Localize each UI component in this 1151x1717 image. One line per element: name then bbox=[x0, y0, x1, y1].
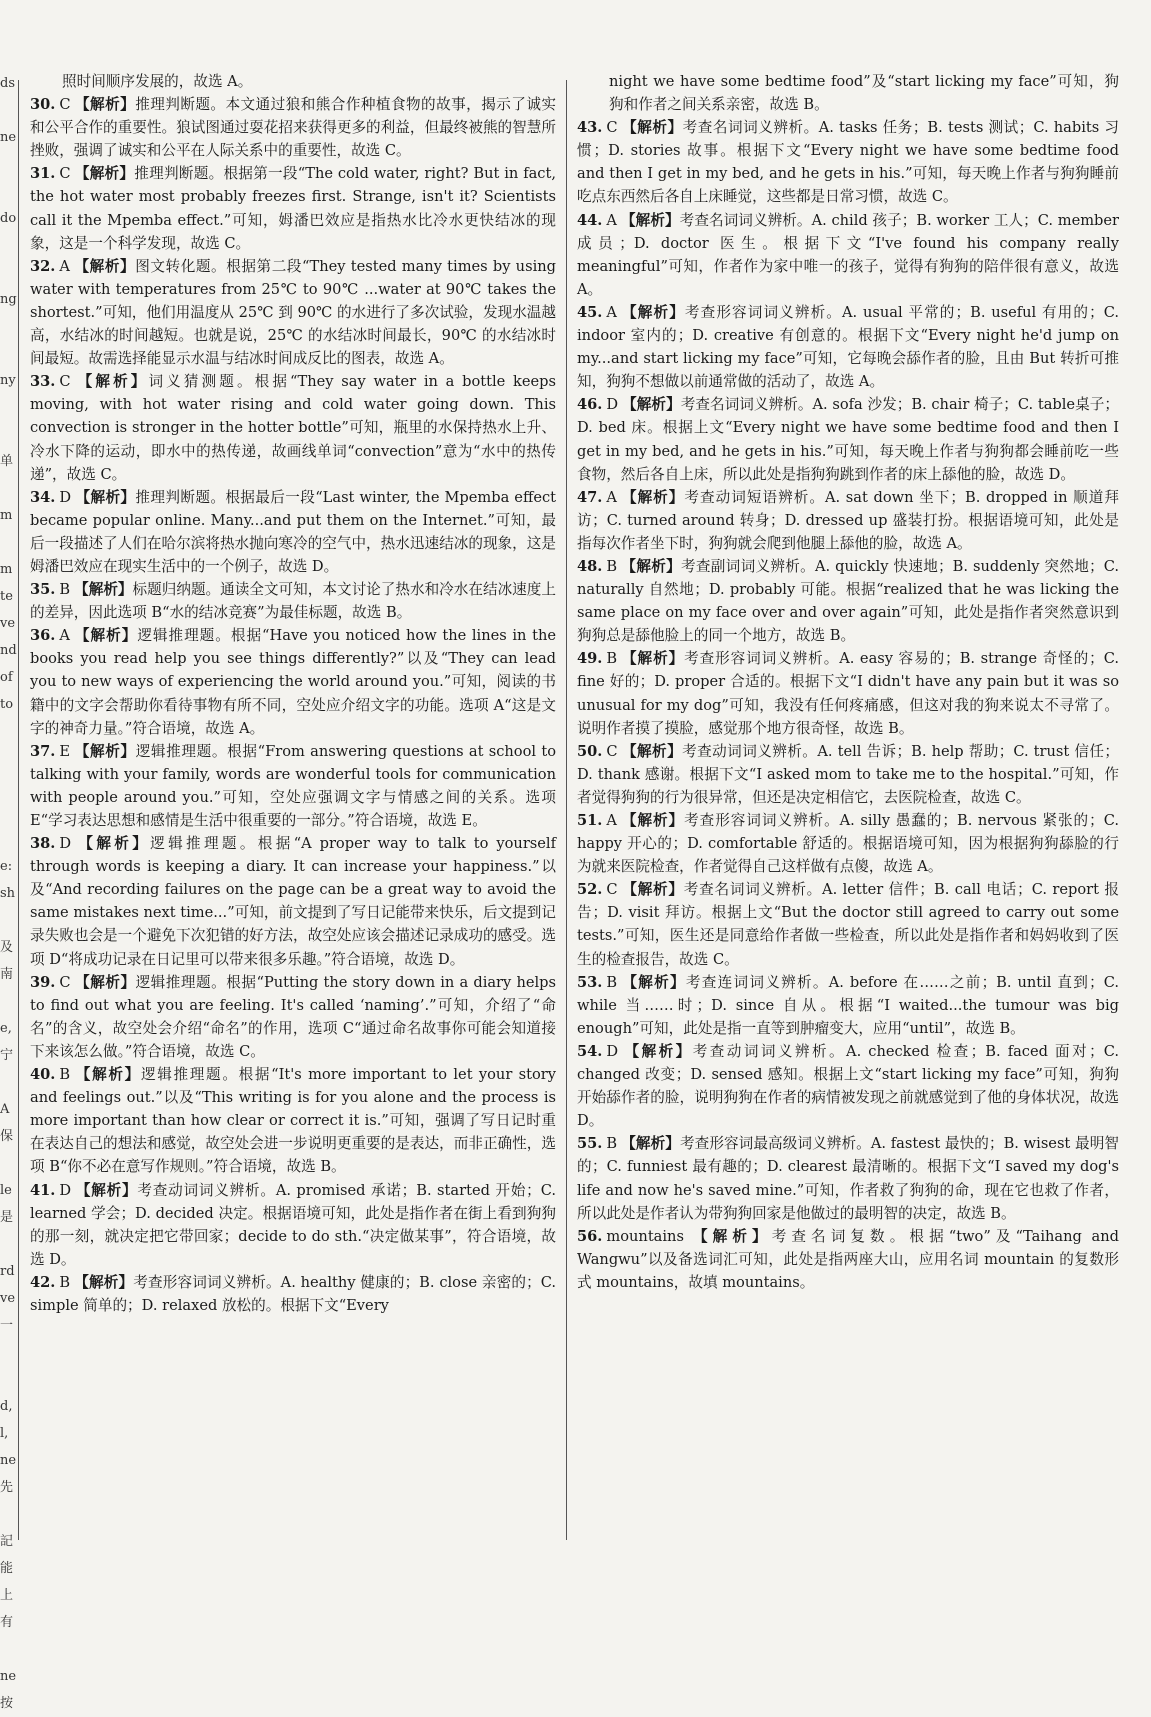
answer-entry bbox=[577, 971, 1119, 1040]
analysis-tag: 【解析】 bbox=[75, 835, 151, 853]
margin-fragment: ve bbox=[0, 1291, 16, 1306]
question-number: 48. bbox=[577, 557, 603, 575]
question-number: 55. bbox=[577, 1135, 603, 1153]
margin-fragment: 有 bbox=[0, 1615, 14, 1630]
margin-fragment: 单 bbox=[0, 454, 14, 469]
margin-fragment: ve bbox=[0, 616, 16, 631]
margin-fragment: ng bbox=[0, 292, 17, 307]
answer-choice: B bbox=[606, 1135, 618, 1153]
explanation-text: 图文转化题。根据第二段“They tested many times by using water with temperatures from 25℃ to 90℃ ...water at 90℃ takes the shortest.”可知，他们用温度从 25℃ 到 90℃ 的水进行了多次试验，发现水温越高，水结冰的时间越短。也就是说，25℃ 的水结冰时间最长，90℃ 的水结冰时间最短。故需选择能显示水温与结冰时间成反比的图表，故选 A。 bbox=[30, 257, 556, 368]
explanation-text: 考查形容词词义辨析。A. easy 容易的；B. strange 奇怪的；C. fine 好的；D. proper 合适的。根据下文“I didn't have any pain but it was so unusual for my dog”可知，我没有任何疼痛感，但这对我的狗来说太不寻常了。说明作者摸了摸脸，感觉那个地方很奇怪，故选 B。 bbox=[577, 650, 1119, 737]
explanation-text: 逻辑推理题。根据“Have you noticed how the lines in the books you read help you see things differently?”以及“They can lead you to new ways of experiencing the world around you.”可知，阅读的书籍中的文字会帮助你看待事物有所不同，空处应介绍文字的功能。选项 A“这是文字的神奇力量。”符合语境，故选 A。 bbox=[30, 627, 556, 737]
explanation-text: 考查形容词词义辨析。A. silly 愚蠢的；B. nervous 紧张的；C. happy 开心的；D. comfortable 舒适的。根据语境可知，因为根据狗狗舔脸的行为就来医院检查，作者觉得自己这样做有点傻，故选 A。 bbox=[577, 812, 1119, 876]
answer-choice: C bbox=[606, 742, 618, 760]
margin-fragment bbox=[0, 1366, 16, 1393]
question-number: 47. bbox=[577, 488, 603, 506]
margin-fragment bbox=[0, 718, 16, 745]
margin-fragment: nd bbox=[0, 643, 17, 658]
question-number: 32. bbox=[30, 257, 56, 275]
answer-choice: D bbox=[59, 835, 72, 853]
continuation-text: night we have some bedtime food”及“start licking my face”可知，狗狗和作者之间关系亲密，故选 B。 bbox=[609, 73, 1119, 114]
answer-entry bbox=[577, 116, 1119, 208]
margin-fragment bbox=[0, 259, 16, 286]
continuation-text: 照时间顺序发展的，故选 A。 bbox=[62, 73, 253, 90]
answer-entry bbox=[577, 1225, 1119, 1294]
question-number: 49. bbox=[577, 650, 603, 668]
margin-fragment bbox=[0, 421, 16, 448]
answer-choice: D bbox=[606, 396, 619, 414]
margin-fragment: ny bbox=[0, 373, 16, 388]
answer-choice: A bbox=[59, 257, 70, 275]
margin-fragment bbox=[0, 475, 16, 502]
question-number: 30. bbox=[30, 96, 56, 114]
analysis-tag: 【解析】 bbox=[620, 488, 685, 506]
answer-choice: A bbox=[606, 812, 617, 829]
answer-entry bbox=[577, 301, 1119, 393]
explanation-text: 考查动词词义辨析。A. tell 告诉；B. help 帮助；C. trust 信任；D. thank 感谢。根据下文“I asked mom to take me to the hospital.”可知，作者觉得狗狗的行为很异常，但还是决定相信它，去医院检查，故选 C。 bbox=[577, 742, 1119, 806]
explanation-text: 考查形容词词义辨析。A. healthy 健康的；B. close 亲密的；C. simple 简单的；D. relaxed 放松的。根据下文“Every bbox=[30, 1273, 556, 1314]
margin-fragment bbox=[0, 1231, 16, 1258]
margin-fragment: m bbox=[0, 508, 13, 523]
margin-fragment: to bbox=[0, 697, 14, 712]
question-number: 53. bbox=[577, 973, 603, 991]
answer-entry bbox=[577, 1132, 1119, 1224]
question-number: 46. bbox=[577, 396, 603, 414]
analysis-tag: 【解析】 bbox=[620, 303, 685, 321]
right-column bbox=[577, 70, 1119, 1294]
analysis-tag: 【解析】 bbox=[621, 881, 684, 899]
margin-fragment bbox=[0, 529, 16, 556]
margin-fragment: ne bbox=[0, 1453, 17, 1468]
margin-fragment bbox=[0, 826, 16, 853]
explanation-text: 考查名词复数。根据“two”及“Taihang and Wangwu”以及备选词汇可知，此处是指两座大山，应用名词 mountain 的复数形式 mountains，故填 mountains。 bbox=[577, 1227, 1119, 1291]
margin-fragment bbox=[0, 232, 16, 259]
question-number: 37. bbox=[30, 742, 56, 760]
margin-fragment bbox=[0, 799, 16, 826]
analysis-tag: 【解析】 bbox=[621, 1135, 680, 1153]
explanation-text: 考查动词词义辨析。A. promised 承诺；B. started 开始；C. learned 学会；D. decided 决定。根据语境可知，此处是指作者在街上看到狗狗的那一刻，就决定把它带回家；decide to do sth.“决定做某事”，符合语境，故选 D。 bbox=[30, 1181, 556, 1268]
analysis-tag: 【解析】 bbox=[621, 742, 683, 760]
answer-entry bbox=[577, 647, 1119, 739]
margin-fragment: sh bbox=[0, 886, 16, 901]
margin-fragment: 一 bbox=[0, 1318, 14, 1333]
explanation-text: 逻辑推理题。根据“A proper way to talk to yourself through words is keeping a diary. It can increase your happiness.”以及“And recording failures on the page can be a great way to avoid the same mistakes next time...”可知，前文提到了写日记能带来快乐，后文提到记录失败也会是一个避免下次犯错的好方法，故空处应该会描述记录成功的感受。选项 D“将成功记录在日记里可以带来很多乐趣。”符合语境，故选 D。 bbox=[30, 835, 556, 968]
margin-fragment: 能 bbox=[0, 1561, 14, 1576]
answer-entry bbox=[30, 832, 556, 971]
explanation-text: 考查形容词最高级词义辨析。A. fastest 最快的；B. wisest 最明智的；C. funniest 最有趣的；D. clearest 最清晰的。根据下文“I saved my dog's life and now he's saved mine.”可知，作者救了狗狗的命，现在它也救了作者，所以此处是作者认为带狗狗回家是他做过的最明智的决定，故选 B。 bbox=[577, 1135, 1119, 1222]
analysis-tag: 【解析】 bbox=[620, 211, 680, 229]
analysis-tag: 【解析】 bbox=[74, 1273, 134, 1291]
margin-fragment bbox=[0, 151, 16, 178]
answer-list bbox=[577, 116, 1119, 1294]
question-number: 52. bbox=[577, 881, 603, 899]
answer-choice: A bbox=[606, 303, 617, 321]
explanation-text: 考查名词词义辨析。A. tasks 任务；B. tests 测试；C. habits 习惯；D. stories 故事。根据下文“Every night we have some bedtime food and then I get in my bed, and he gets in his.”可知，每天晚上作者与狗狗睡前吃点东西然后各自上床睡觉，这些都是日常习惯，故选 C。 bbox=[577, 119, 1119, 206]
answer-choice: C bbox=[59, 973, 71, 991]
analysis-tag: 【解析】 bbox=[74, 973, 136, 991]
column-divider bbox=[566, 80, 567, 1540]
analysis-tag: 【解析】 bbox=[621, 650, 685, 668]
explanation-text: 考查名词词义辨析。A. sofa 沙发；B. chair 椅子；C. table桌子；D. bed 床。根据上文“Every night we have some bedtime food and then I get in my bed, and he gets in his.”可知，每天晚上作者与狗狗都会睡前吃一些食物，然后各自上床，所以此处是指狗狗跳到作者的床上舔他的脸，故选 D。 bbox=[577, 396, 1119, 483]
margin-fragment: 先 bbox=[0, 1480, 14, 1495]
answer-choice: A bbox=[606, 488, 617, 506]
margin-fragment: 保 bbox=[0, 1129, 14, 1144]
answer-choice: B bbox=[59, 1066, 71, 1084]
margin-fragment: m bbox=[0, 562, 13, 577]
question-number: 45. bbox=[577, 303, 603, 321]
analysis-tag: 【解析】 bbox=[75, 488, 136, 506]
answer-choice: B bbox=[59, 581, 71, 599]
answer-entry bbox=[577, 740, 1119, 809]
analysis-tag: 【解析】 bbox=[75, 1181, 138, 1199]
margin-fragment: 是 bbox=[0, 1210, 14, 1225]
margin-fragment: 宁 bbox=[0, 1048, 14, 1063]
answer-choice: C bbox=[59, 373, 71, 391]
analysis-tag: 【解析】 bbox=[74, 373, 149, 391]
explanation-text: 考查连词词义辨析。A. before 在……之前；B. until 直到；C. while 当……时；D. since 自从。根据“I waited...the tumour was big enough”可知，此处是指一直等到肿瘤变大，应用“until”，故选 B。 bbox=[577, 973, 1119, 1037]
explanation-text: 考查名词词义辨析。A. letter 信件；B. call 电话；C. report 报告；D. visit 拜访。根据上文“But the doctor still agreed to carry out some tests.”可知，医生还是同意给作者做一些检查，所以此处是指作者和妈妈收到了医生的检查报告，故选 C。 bbox=[577, 881, 1119, 968]
answer-entry bbox=[30, 1179, 556, 1271]
margin-fragment bbox=[0, 97, 16, 124]
margin-fragment bbox=[0, 1501, 16, 1528]
analysis-tag: 【解析】 bbox=[621, 557, 681, 575]
answer-entry bbox=[30, 93, 556, 162]
answer-entry bbox=[30, 578, 556, 624]
margin-fragment bbox=[0, 772, 16, 799]
answer-entry bbox=[30, 255, 556, 370]
answer-choice: D bbox=[59, 1181, 72, 1199]
margin-fragment: e, bbox=[0, 1021, 12, 1036]
analysis-tag: 【解析】 bbox=[74, 165, 135, 183]
question-number: 42. bbox=[30, 1273, 56, 1291]
question-number: 56. bbox=[577, 1227, 603, 1245]
margin-fragment: te bbox=[0, 589, 13, 604]
explanation-text: 逻辑推理题。根据“It's more important to let your story and feelings out.”以及“This writing is for you alone and the process is more important than how clear or correct it is.”可知，强调了写日记时重在表达自己的想法和感觉，故空处会进一步说明更重要的是表达，而非正确性，选项 B“你不必在意写作规则。”符合语境，故选 B。 bbox=[30, 1066, 556, 1176]
margin-fragment bbox=[0, 1069, 16, 1096]
answer-choice: C bbox=[606, 119, 618, 137]
margin-fragment bbox=[0, 907, 16, 934]
question-number: 39. bbox=[30, 973, 56, 991]
question-number: 44. bbox=[577, 211, 603, 229]
answer-entry bbox=[30, 1063, 556, 1178]
answer-entry bbox=[30, 624, 556, 739]
left-margin-fragments bbox=[0, 70, 17, 1711]
answer-choice: B bbox=[59, 1273, 71, 1291]
explanation-text: 考查副词词义辨析。A. quickly 快速地；B. suddenly 突然地；C. naturally 自然地；D. probably 可能。根据“realized that he was licking the same place on my face over and over again”可知，此处是指作者突然意识到狗狗总是舔他脸上的同一个地方，故选 B。 bbox=[577, 557, 1119, 645]
answer-choice: D bbox=[606, 1042, 619, 1060]
answer-choice: A bbox=[606, 211, 617, 229]
answer-choice: B bbox=[606, 557, 618, 575]
explanation-text: 词义猜测题。根据“They say water in a bottle keeps moving, with hot water rising and cold water going down. This convection is stronger in the hotter bottle”可知，瓶里的水保持热水上升、冷水下降的运动，即水中的热传递，故画线单词“convection”意为“水中的热传递”，故选 C。 bbox=[30, 373, 556, 483]
analysis-tag: 【解析】 bbox=[621, 119, 683, 137]
margin-fragment bbox=[0, 1339, 16, 1366]
question-number: 51. bbox=[577, 812, 603, 829]
explanation-text: 推理判断题。根据最后一段“Last winter, the Mpemba effect became popular online. Many...and put them on the Internet.”可知，最后一段描述了人们在哈尔滨将热水抛向寒冷的空气中，热水迅速结冰的现象，这是姆潘巴效应在现实生活中的一个例子，故选 D。 bbox=[30, 488, 556, 575]
margin-fragment bbox=[0, 988, 16, 1015]
answer-choice: E bbox=[59, 742, 71, 760]
answer-choice: C bbox=[606, 881, 618, 899]
margin-fragment: rd bbox=[0, 1264, 15, 1279]
answer-choice: C bbox=[59, 96, 71, 114]
margin-fragment bbox=[0, 394, 16, 421]
answer-entry bbox=[30, 740, 556, 832]
answer-choice: mountains bbox=[606, 1227, 684, 1245]
analysis-tag: 【解析】 bbox=[73, 257, 136, 275]
analysis-tag: 【解析】 bbox=[622, 396, 681, 414]
question-number: 33. bbox=[30, 373, 56, 391]
answer-choice: D bbox=[59, 488, 72, 506]
margin-fragment: 上 bbox=[0, 1588, 14, 1603]
question-number: 40. bbox=[30, 1066, 56, 1084]
margin-fragment: ne bbox=[0, 130, 17, 145]
question-number: 35. bbox=[30, 581, 56, 599]
margin-fragment: 記 bbox=[0, 1534, 14, 1549]
margin-fragment: 按 bbox=[0, 1696, 14, 1711]
answer-entry bbox=[30, 370, 556, 485]
analysis-tag: 【解析】 bbox=[74, 1066, 141, 1084]
analysis-tag: 【解析】 bbox=[74, 96, 136, 114]
question-number: 43. bbox=[577, 119, 603, 137]
margin-fragment: l, bbox=[0, 1426, 9, 1441]
left-margin-rule bbox=[18, 80, 19, 1540]
question-number: 38. bbox=[30, 835, 56, 853]
answer-entry bbox=[577, 1040, 1119, 1132]
answer-entry bbox=[30, 1271, 556, 1317]
margin-fragment bbox=[0, 1636, 16, 1663]
answer-list bbox=[30, 93, 556, 1317]
explanation-text: 标题归纳题。通读全文可知，本文讨论了热水和冷水在结冰速度上的差异，因此选项 B“水的结冰竞赛”为最佳标题，故选 B。 bbox=[30, 581, 556, 622]
answer-choice: A bbox=[59, 627, 70, 645]
explanation-text: 考查动词短语辨析。A. sat down 坐下；B. dropped in 顺道拜访；C. turned around 转身；D. dressed up 盛装打扮。根据语境可知，此处是指每次作者坐下时，狗狗就会爬到他腿上舔他的脸，故选 A。 bbox=[577, 488, 1119, 552]
answer-entry bbox=[577, 393, 1119, 485]
margin-fragment: 南 bbox=[0, 967, 14, 982]
margin-fragment bbox=[0, 1150, 16, 1177]
answer-choice: C bbox=[59, 165, 71, 183]
question-number: 54. bbox=[577, 1042, 603, 1060]
answer-choice: B bbox=[606, 650, 618, 668]
analysis-tag: 【解析】 bbox=[621, 973, 686, 991]
analysis-tag: 【解析】 bbox=[74, 581, 133, 599]
margin-fragment: le bbox=[0, 1183, 12, 1198]
question-number: 31. bbox=[30, 165, 56, 183]
analysis-tag: 【解析】 bbox=[74, 742, 136, 760]
explanation-text: 推理判断题。本文通过狼和熊合作种植食物的故事，揭示了诚实和公平合作的重要性。狼试图通过耍花招来获得更多的利益，但最终被熊的智慧所挫败，强调了诚实和公平在人际关系中的重要性，故选 C。 bbox=[30, 96, 556, 160]
margin-fragment bbox=[0, 313, 16, 340]
analysis-tag: 【解析】 bbox=[73, 627, 138, 645]
margin-fragment: ds bbox=[0, 76, 15, 91]
analysis-tag: 【解析】 bbox=[687, 1227, 772, 1245]
answer-entry bbox=[577, 209, 1119, 301]
margin-fragment: ne bbox=[0, 1669, 17, 1684]
margin-fragment bbox=[0, 178, 16, 205]
margin-fragment: of bbox=[0, 670, 13, 685]
analysis-tag: 【解析】 bbox=[620, 812, 685, 829]
explanation-text: 推理判断题。根据第一段“The cold water, right? But in fact, the hot water most probably freezes first. Strange, isn't it? Scientists call it the Mpemba effect.”可知，姆潘巴效应是指热水比冷水更快结冰的现象，这是一个科学发现，故选 C。 bbox=[30, 165, 556, 252]
answer-entry bbox=[577, 486, 1119, 555]
explanation-text: 考查形容词词义辨析。A. usual 平常的；B. useful 有用的；C. indoor 室内的；D. creative 有创意的。根据下文“Every night he'd jump on my...and start licking my face”可知，它每晚会舔作者的脸，且由 But 转折可推知，狗狗不想做以前通常做的活动了，故选 A。 bbox=[577, 303, 1119, 391]
margin-fragment: 及 bbox=[0, 940, 14, 955]
analysis-tag: 【解析】 bbox=[622, 1042, 693, 1060]
margin-fragment: A bbox=[0, 1102, 10, 1117]
question-number: 41. bbox=[30, 1181, 56, 1199]
question-number: 50. bbox=[577, 742, 603, 760]
answer-entry bbox=[30, 971, 556, 1063]
answer-choice: B bbox=[606, 973, 618, 991]
answer-entry bbox=[30, 162, 556, 254]
question-number: 36. bbox=[30, 627, 56, 645]
answer-entry bbox=[577, 809, 1119, 878]
margin-fragment bbox=[0, 340, 16, 367]
margin-fragment: e: bbox=[0, 859, 13, 874]
answer-entry bbox=[577, 555, 1119, 647]
left-column bbox=[30, 70, 556, 1317]
answer-entry bbox=[577, 878, 1119, 970]
margin-fragment: d, bbox=[0, 1399, 13, 1414]
explanation-text: 考查名词词义辨析。A. child 孩子；B. worker 工人；C. member 成员；D. doctor 医生。根据下文“I've found his company really meaningful”可知，作者作为家中唯一的孩子，觉得有狗狗的陪伴很有意义，故选 A。 bbox=[577, 211, 1119, 298]
margin-fragment bbox=[0, 745, 16, 772]
question-number: 34. bbox=[30, 488, 56, 506]
answer-entry bbox=[30, 486, 556, 578]
explanation-text: 考查动词词义辨析。A. checked 检查；B. faced 面对；C. changed 改变；D. sensed 感知。根据上文“start licking my face”可知，狗狗开始舔作者的脸，说明狗狗在作者的病情被发现之前就感觉到了他的身体状况，故选 D。 bbox=[577, 1042, 1119, 1130]
explanation-text: 逻辑推理题。根据“Putting the story down in a diary helps to find out what you are feeling. It's called ‘naming’.”可知，介绍了“命名”的含义，故空处会介绍“命名”的作用，选项 C“通过命名故事你可能会知道接下来该怎么做。”符合语境，故选 C。 bbox=[30, 973, 556, 1060]
explanation-text: 逻辑推理题。根据“From answering questions at school to talking with your family, words are wonderful tools for communication with people around you.”可知，空处应强调文字与情感之间的关系。选项 E“学习表达思想和感情是生活中很重要的一部分。”符合语境，故选 E。 bbox=[30, 742, 556, 829]
margin-fragment: do bbox=[0, 211, 17, 226]
